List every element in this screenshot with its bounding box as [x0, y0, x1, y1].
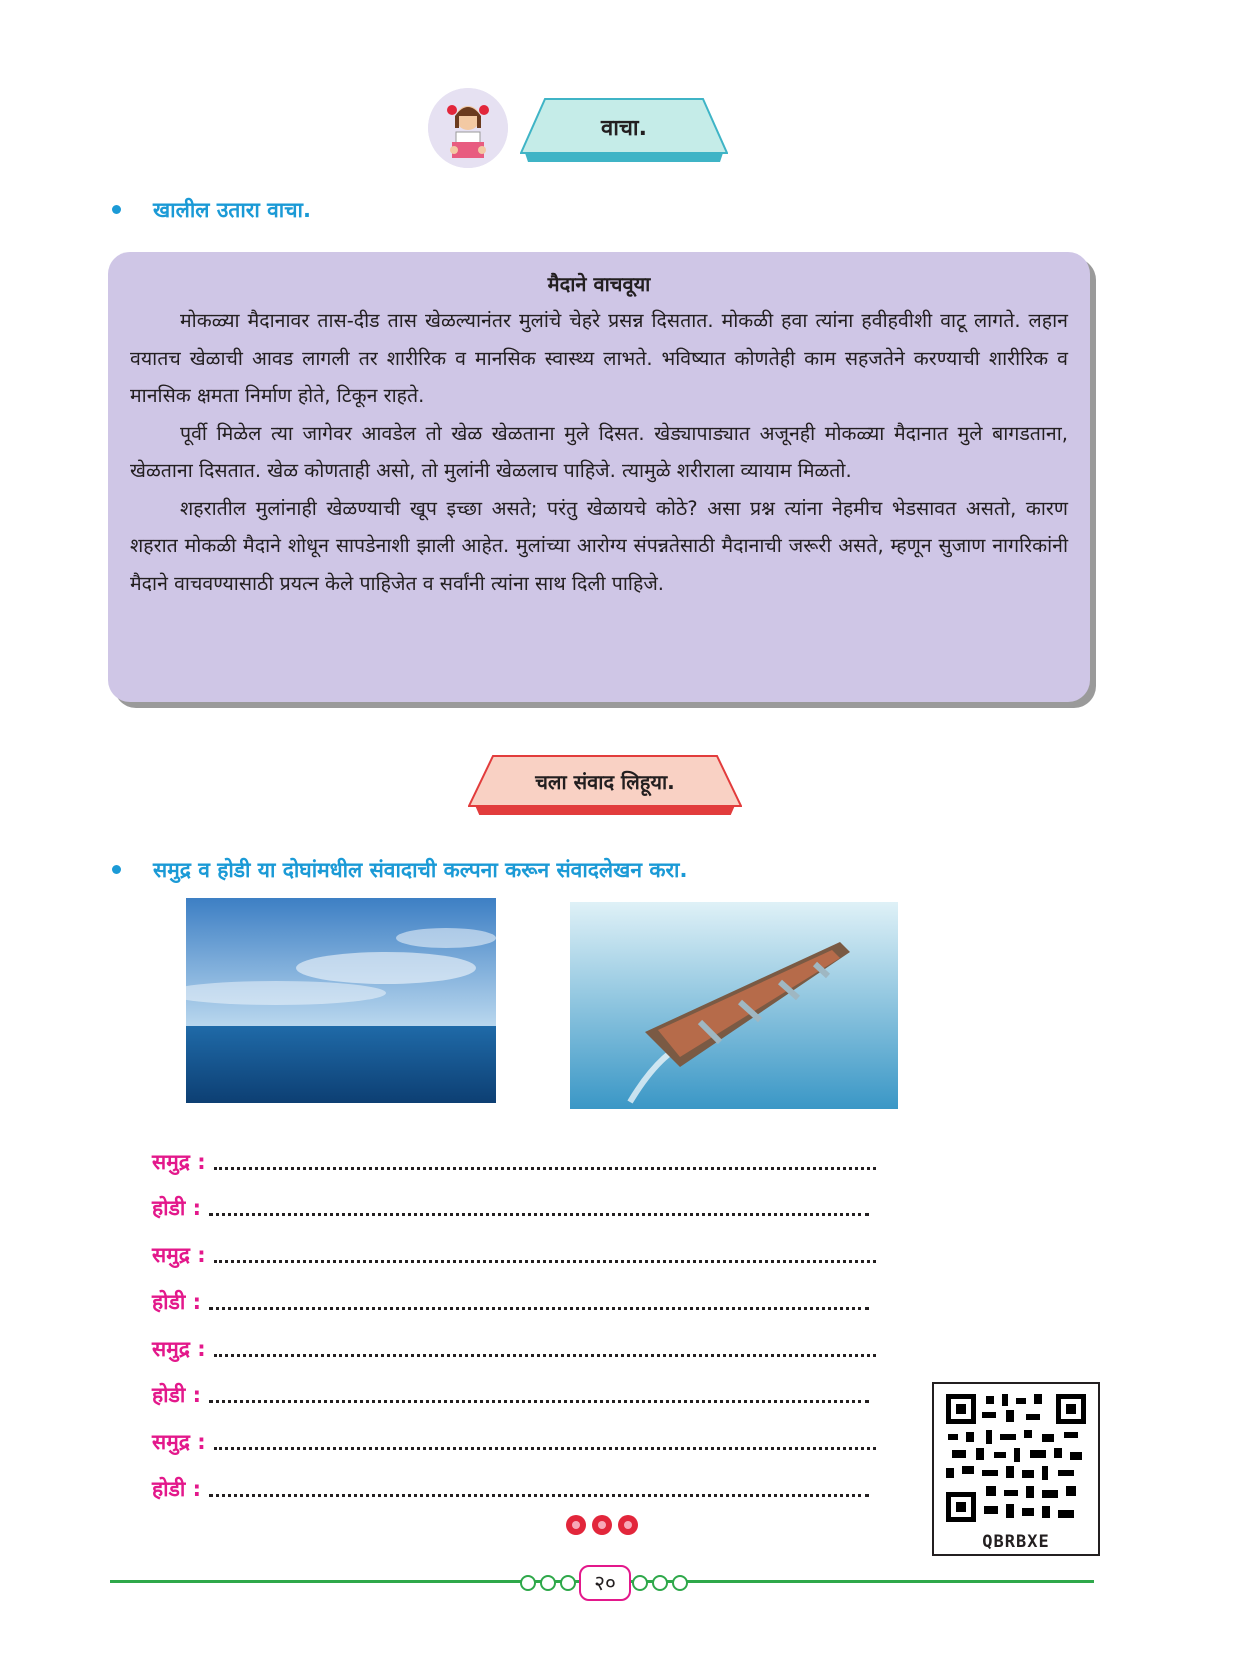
footer-ornament-icon: [540, 1575, 556, 1591]
answer-line[interactable]: [209, 1212, 869, 1216]
dialogue-line-sea[interactable]: समुद्र :: [152, 1241, 876, 1269]
passage-title: मैदाने वाचवूया: [547, 272, 651, 296]
instruction-dialogue-text: समुद्र व होडी या दोघांमधील संवादाची कल्पना करून संवादलेखन करा.: [153, 858, 688, 882]
answer-line[interactable]: [209, 1306, 869, 1310]
answer-line[interactable]: [209, 1399, 869, 1403]
footer-ornament-icon: [672, 1575, 688, 1591]
answer-line[interactable]: [214, 1446, 876, 1450]
dialogue-line-boat[interactable]: होडी :: [152, 1288, 869, 1316]
dialogue-line-sea[interactable]: समुद्र :: [152, 1428, 876, 1456]
answer-line[interactable]: [214, 1259, 876, 1263]
dialogue-line-boat[interactable]: होडी :: [152, 1381, 869, 1409]
dialogue-line-sea[interactable]: समुद्र :: [152, 1335, 876, 1363]
qr-code[interactable]: [932, 1382, 1100, 1556]
dialogue-line-sea[interactable]: समुद्र :: [152, 1148, 876, 1176]
dialogue-banner: [468, 755, 742, 815]
dialogue-line-boat[interactable]: होडी :: [152, 1475, 869, 1503]
dialogue-line-boat[interactable]: होडी :: [152, 1194, 869, 1222]
footer-ornament-icon: [560, 1575, 576, 1591]
answer-line[interactable]: [214, 1353, 876, 1357]
bullet-icon: [112, 205, 121, 214]
passage-paragraph: मोकळ्या मैदानावर तास-दीड तास खेळल्यानंतर मुलांचे चेहरे प्रसन्न दिसतात. मोकळी हवा त्यांना हवीहवीशी वाटू लागते. लहान वयातच खेळाची आवड लागली तर शारीरिक व मानसिक स्वास्थ्य लाभते. भविष्यात कोणतेही काम सहजतेने करण्याची शारीरिक व मानसिक क्षमता निर्माण होते, टिकून राहते.: [130, 309, 1068, 407]
bullet-icon: [112, 865, 121, 874]
reading-girl-illustration: [428, 88, 508, 168]
flower-ornament-icon: [562, 1512, 642, 1538]
read-banner-label: वाचा.: [601, 116, 647, 141]
answer-line[interactable]: [214, 1166, 876, 1170]
answer-line[interactable]: [209, 1493, 869, 1497]
boat-image: [570, 902, 898, 1109]
passage-body: [130, 302, 1068, 602]
instruction-read-text: खालील उतारा वाचा.: [153, 198, 311, 222]
qr-code-text: QBRBXE: [982, 1532, 1050, 1552]
passage-paragraph: शहरातील मुलांनाही खेळण्याची खूप इच्छा असते; परंतु खेळायचे कोठे? असा प्रश्न त्यांना नेहमीच भेडसावत असतो, कारण शहरात मोकळी मैदाने शोधून सापडेनाशी झाली आहेत. मुलांच्या आरोग्य संपन्नतेसाठी मैदानाची जरूरी असते, म्हणून सुजाण नागरिकांनी मैदाने वाचवण्यासाठी प्रयत्न केले पाहिजेत व सर्वांनी त्यांना साथ दिली पाहिजे.: [130, 496, 1068, 595]
dialogue-banner-label: चला संवाद लिहूया.: [535, 770, 675, 794]
passage-paragraph: पूर्वी मिळेल त्या जागेवर आवडेल तो खेळ खेळताना मुले दिसत. खेड्यापाड्यात अजूनही मोकळ्या मैदानात मुले बागडताना, खेळताना दिसतात. खेळ कोणताही असो, तो मुलांनी खेळलाच पाहिजे. त्यामुळे शरीराला व्यायाम मिळतो.: [130, 421, 1068, 482]
sea-image: [186, 898, 496, 1103]
passage-box: [108, 252, 1090, 702]
page-number: २०: [579, 1565, 631, 1601]
instruction-dialogue: [112, 856, 687, 884]
instruction-read: [112, 196, 311, 224]
read-banner: [520, 98, 728, 164]
footer-ornament-icon: [632, 1575, 648, 1591]
footer-ornament-icon: [652, 1575, 668, 1591]
footer-ornament-icon: [520, 1575, 536, 1591]
